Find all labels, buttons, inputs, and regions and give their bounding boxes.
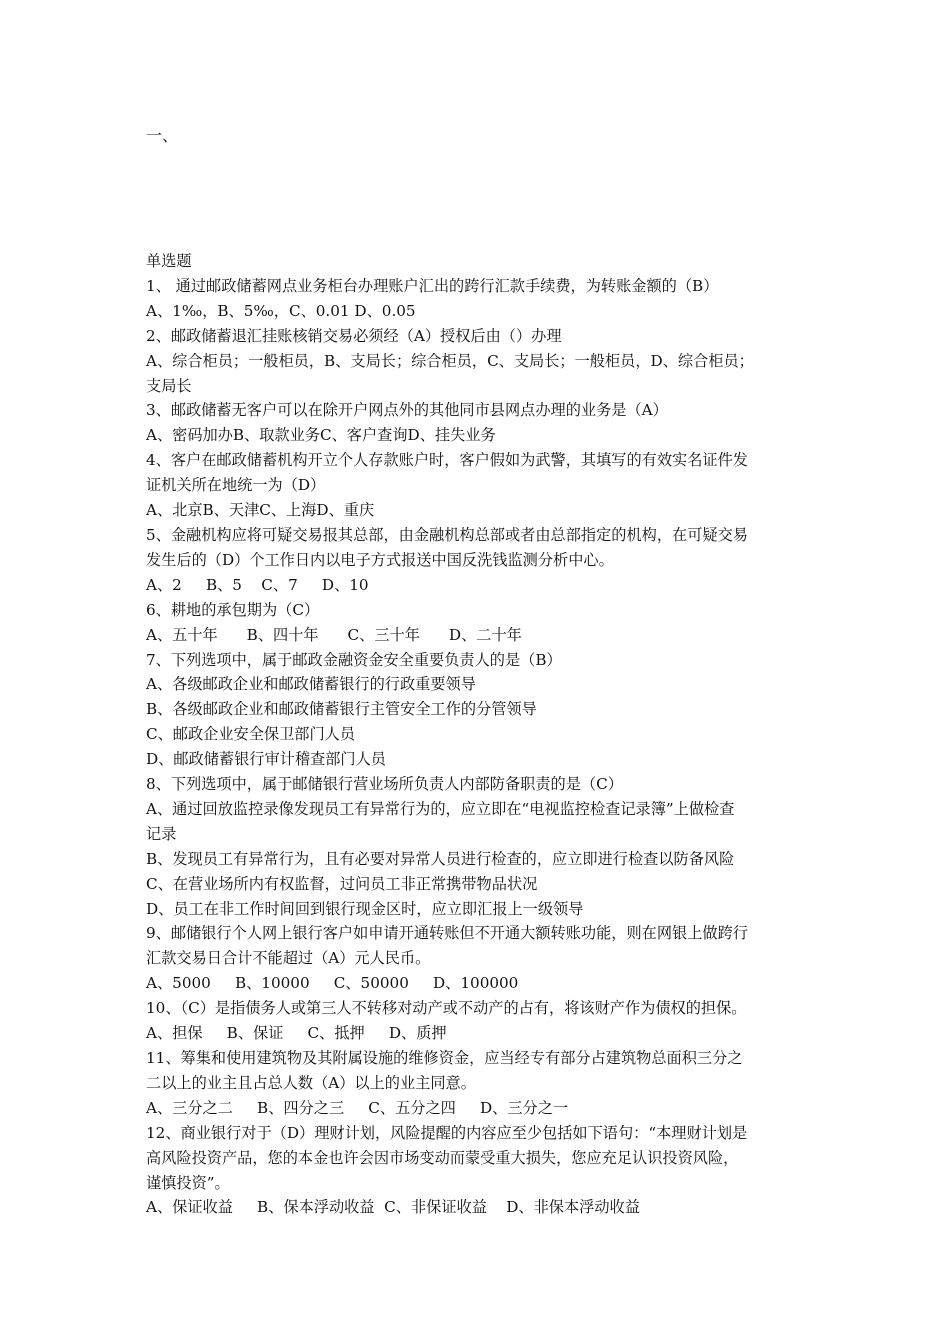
text-line: 4、客户在邮政储蓄机构开立个人存款账户时，客户假如为武警，其填写的有效实名证件发 (146, 451, 748, 470)
text-line: 3、邮政储蓄无客户可以在除开户网点外的其他同市县网点办理的业务是（A） (146, 401, 668, 420)
text-line: A、各级邮政企业和邮政储蓄银行的行政重要领导 (146, 675, 476, 694)
text-line: 高风险投资产品，您的本金也许会因市场变动而蒙受重大损失，您应充足认识投资风险， (146, 1148, 739, 1167)
text-line: 2、邮政储蓄退汇挂账核销交易必须经（A）授权后由（）办理 (146, 326, 562, 345)
question-content (146, 249, 816, 1220)
text-line: 记录 (146, 824, 177, 843)
section-title: 单选题 (146, 252, 192, 270)
text-line: A、保证收益 B、保本浮动收益 C、非保证收益 D、非保本浮动收益 (146, 1198, 640, 1217)
text-line: C、在营业场所内有权监督，过问员工非正常携带物品状况 (146, 874, 538, 893)
text-line: A、五十年 B、四十年 C、三十年 D、二十年 (146, 625, 522, 644)
text-line: A、综合柜员；一般柜员，B、支局长；综合柜员，C、支局长；一般柜员，D、综合柜员； (146, 351, 754, 370)
text-line: 12、商业银行对于（D）理财计划，风险提醒的内容应至少包括如下语句：“本理财计划是 (146, 1123, 748, 1142)
text-line: A、担保 B、保证 C、抵押 D、质押 (146, 1024, 447, 1043)
text-line: A、密码加办B、取款业务C、客户查询D、挂失业务 (146, 426, 496, 445)
text-line: 谨慎投资”。 (146, 1173, 230, 1192)
text-line: 二以上的业主且占总人数（A）以上的业主同意。 (146, 1073, 476, 1092)
text-line: A、通过回放监控录像发现员工有异常行为的，应立即在“电视监控检查记录簿”上做检查 (146, 799, 735, 818)
text-line: 8、下列选项中，属于邮储银行营业场所负责人内部防备职责的是（C） (146, 775, 623, 794)
text-line: D、邮政储蓄银行审计稽查部门人员 (146, 750, 386, 769)
text-line: 1、 通过邮政储蓄网点业务柜台办理账户汇出的跨行汇款手续费，为转账金额的（B） (146, 276, 719, 295)
text-line: 10、（C）是指债务人或第三人不转移对动产或不动产的占有，将该财产作为债权的担保。 (146, 999, 747, 1018)
text-line: 发生后的（D）个工作日内以电子方式报送中国反洗钱监测分析中心。 (146, 550, 614, 569)
text-line: 6、耕地的承包期为（C） (146, 600, 320, 619)
text-line: A、1‰，B、5‰，C、0.01 D、0.05 (146, 301, 416, 320)
text-line: B、发现员工有异常行为，且有必要对异常人员进行检查的，应立即进行检查以防备风险 (146, 849, 735, 868)
text-line: 支局长 (146, 376, 192, 395)
text-line: D、员工在非工作时间回到银行现金区时，应立即汇报上一级领导 (146, 899, 584, 918)
text-line: C、邮政企业安全保卫部门人员 (146, 725, 356, 744)
text-line: 5、金融机构应将可疑交易报其总部，由金融机构总部或者由总部指定的机构，在可疑交易 (146, 525, 748, 544)
text-line: 9、邮储银行个人网上银行客户如申请开通转账但不开通大额转账功能，则在网银上做跨行 (146, 924, 748, 943)
text-line: A、三分之二 B、四分之三 C、五分之四 D、三分之一 (146, 1098, 569, 1117)
text-line: A、5000 B、10000 C、50000 D、100000 (146, 974, 519, 993)
text-line: A、北京B、天津C、上海D、重庆 (146, 501, 375, 520)
section-heading: 一、 (146, 126, 179, 145)
text-line: 11、筹集和使用建筑物及其附属设施的维修资金，应当经专有部分占建筑物总面积三分之 (146, 1049, 743, 1067)
text-line: 7、下列选项中，属于邮政金融资金安全重要负责人的是（B） (146, 650, 562, 669)
question-lines (146, 274, 816, 1220)
text-line: A、2 B、5 C、7 D、10 (146, 575, 369, 594)
text-line: 汇款交易日合计不能超过（A）元人民币。 (146, 949, 431, 968)
text-line: B、各级邮政企业和邮政储蓄银行主管安全工作的分管领导 (146, 700, 537, 719)
text-line: 证机关所在地统一为（D） (146, 476, 326, 495)
